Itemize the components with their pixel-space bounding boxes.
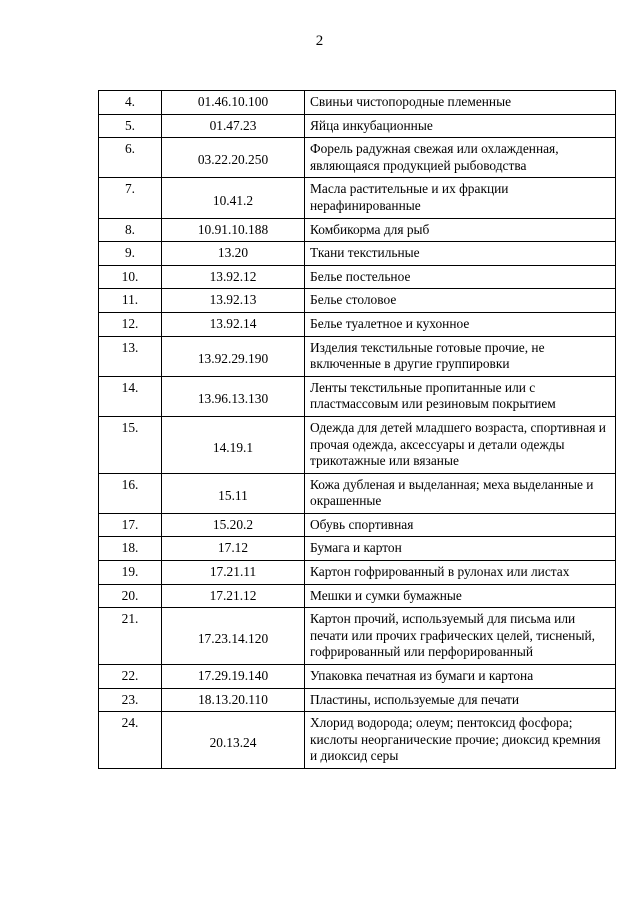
product-name: Ткани текстильные (305, 242, 616, 266)
product-name: Картон гофрированный в рулонах или листах (305, 561, 616, 585)
product-name: Одежда для детей младшего возраста, спортивная и прочая одежда, аксессуары и детали одежды трикотажные или вязаные (305, 416, 616, 473)
table-row (99, 138, 616, 178)
row-number: 4. (99, 91, 162, 115)
row-number: 10. (99, 265, 162, 289)
okpd2-code: 17.12 (162, 537, 305, 561)
okpd2-code: 13.96.13.130 (162, 376, 305, 416)
table-row (99, 242, 616, 266)
table-row (99, 312, 616, 336)
product-name: Белье туалетное и кухонное (305, 312, 616, 336)
table-row (99, 265, 616, 289)
row-number: 13. (99, 336, 162, 376)
okpd2-code: 15.20.2 (162, 513, 305, 537)
table-row (99, 584, 616, 608)
okpd2-code: 10.91.10.188 (162, 218, 305, 242)
row-number: 22. (99, 665, 162, 689)
table-row (99, 561, 616, 585)
row-number: 16. (99, 473, 162, 513)
product-name: Упаковка печатная из бумаги и картона (305, 665, 616, 689)
row-number: 8. (99, 218, 162, 242)
row-number: 14. (99, 376, 162, 416)
product-name: Яйца инкубационные (305, 114, 616, 138)
product-code-table (98, 90, 616, 769)
row-number: 17. (99, 513, 162, 537)
product-name: Комбикорма для рыб (305, 218, 616, 242)
product-name: Обувь спортивная (305, 513, 616, 537)
product-name: Картон прочий, используемый для письма или печати или прочих графических целей, тисненый, гофрированный или перфорированный (305, 608, 616, 665)
product-name: Белье постельное (305, 265, 616, 289)
product-name: Хлорид водорода; олеум; пентоксид фосфора; кислоты неорганические прочие; диоксид кремния и диоксид серы (305, 712, 616, 769)
okpd2-code: 17.21.12 (162, 584, 305, 608)
okpd2-code: 18.13.20.110 (162, 688, 305, 712)
row-number: 23. (99, 688, 162, 712)
okpd2-code: 14.19.1 (162, 416, 305, 473)
row-number: 11. (99, 289, 162, 313)
row-number: 15. (99, 416, 162, 473)
table-row (99, 416, 616, 473)
table-row (99, 688, 616, 712)
okpd2-code: 15.11 (162, 473, 305, 513)
table-row (99, 178, 616, 218)
okpd2-code: 01.47.23 (162, 114, 305, 138)
table-row (99, 289, 616, 313)
row-number: 20. (99, 584, 162, 608)
product-name: Изделия текстильные готовые прочие, не включенные в другие группировки (305, 336, 616, 376)
table-row (99, 537, 616, 561)
product-name: Бумага и картон (305, 537, 616, 561)
okpd2-code: 17.21.11 (162, 561, 305, 585)
table-row (99, 114, 616, 138)
okpd2-code: 13.92.29.190 (162, 336, 305, 376)
row-number: 19. (99, 561, 162, 585)
row-number: 18. (99, 537, 162, 561)
table-row (99, 665, 616, 689)
product-name: Свиньи чистопородные племенные (305, 91, 616, 115)
okpd2-code: 13.20 (162, 242, 305, 266)
product-name: Мешки и сумки бумажные (305, 584, 616, 608)
product-name: Масла растительные и их фракции нерафинированные (305, 178, 616, 218)
row-number: 6. (99, 138, 162, 178)
okpd2-code: 03.22.20.250 (162, 138, 305, 178)
table-row (99, 218, 616, 242)
table-row (99, 513, 616, 537)
okpd2-code: 13.92.14 (162, 312, 305, 336)
okpd2-code: 17.23.14.120 (162, 608, 305, 665)
row-number: 5. (99, 114, 162, 138)
table-row (99, 608, 616, 665)
page-number: 2 (315, 33, 324, 49)
table-row (99, 336, 616, 376)
table-row (99, 376, 616, 416)
okpd2-code: 01.46.10.100 (162, 91, 305, 115)
table-body (99, 91, 616, 769)
table-row (99, 712, 616, 769)
okpd2-code: 13.92.12 (162, 265, 305, 289)
product-name: Белье столовое (305, 289, 616, 313)
product-name: Кожа дубленая и выделанная; меха выделанные и окрашенные (305, 473, 616, 513)
row-number: 9. (99, 242, 162, 266)
okpd2-code: 10.41.2 (162, 178, 305, 218)
row-number: 24. (99, 712, 162, 769)
okpd2-code: 20.13.24 (162, 712, 305, 769)
table-row (99, 473, 616, 513)
table-row (99, 91, 616, 115)
row-number: 21. (99, 608, 162, 665)
product-name: Ленты текстильные пропитанные или с пластмассовым или резиновым покрытием (305, 376, 616, 416)
okpd2-code: 17.29.19.140 (162, 665, 305, 689)
okpd2-code: 13.92.13 (162, 289, 305, 313)
product-name: Форель радужная свежая или охлажденная, являющаяся продукцией рыбоводства (305, 138, 616, 178)
row-number: 7. (99, 178, 162, 218)
product-name: Пластины, используемые для печати (305, 688, 616, 712)
row-number: 12. (99, 312, 162, 336)
